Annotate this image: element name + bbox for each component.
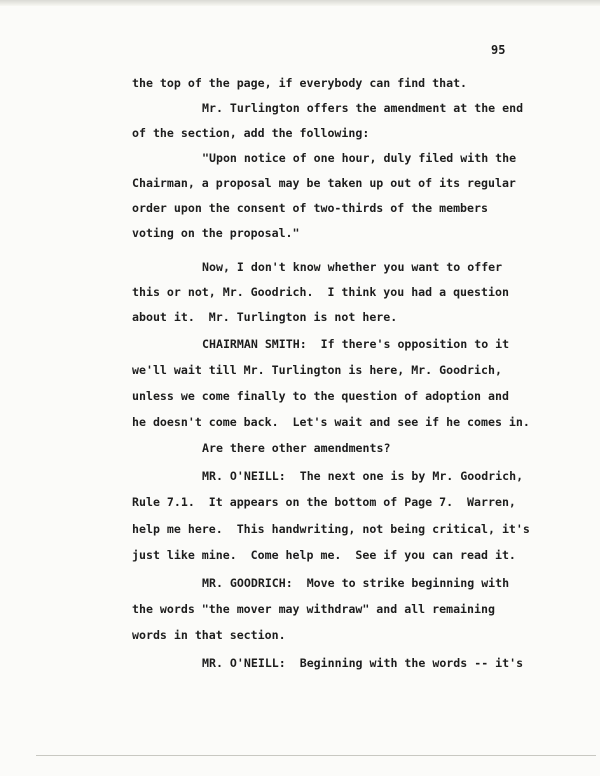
text-line: Are there other amendments? — [202, 441, 391, 455]
text-line: just like mine. Come help me. See if you can read it. — [132, 548, 516, 562]
text-line: help me here. This handwriting, not being critical, it's — [132, 522, 530, 536]
text-line: he doesn't come back. Let's wait and see if he comes in. — [132, 415, 530, 429]
text-line: MR. O'NEILL: The next one is by Mr. Goodrich, — [202, 469, 524, 483]
page-number: 95 — [491, 43, 506, 57]
text-line: this or not, Mr. Goodrich. I think you had a question — [132, 285, 509, 299]
text-line: MR. O'NEILL: Beginning with the words -- it's — [202, 656, 524, 670]
text-line: Rule 7.1. It appears on the bottom of Page 7. Warren, — [132, 495, 516, 509]
text-line: words in that section. — [132, 628, 286, 642]
page-top-edge — [0, 0, 600, 6]
text-line: the top of the page, if everybody can find that. — [132, 76, 468, 90]
text-line: unless we come finally to the question of adoption and — [132, 389, 509, 403]
text-line: "Upon notice of one hour, duly filed with the — [202, 151, 517, 165]
text-line: of the section, add the following: — [132, 126, 370, 140]
text-line: the words "the mover may withdraw" and all remaining — [132, 602, 495, 616]
text-line: voting on the proposal." — [132, 226, 300, 240]
text-line: we'll wait till Mr. Turlington is here, Mr. Goodrich, — [132, 363, 502, 377]
text-line: Now, I don't know whether you want to offer — [202, 260, 503, 274]
text-line: about it. Mr. Turlington is not here. — [132, 310, 398, 324]
text-line: Mr. Turlington offers the amendment at the end — [202, 101, 524, 115]
text-line: MR. GOODRICH: Move to strike beginning with — [202, 576, 510, 590]
text-line: CHAIRMAN SMITH: If there's opposition to it — [202, 337, 510, 351]
text-line: order upon the consent of two-thirds of the members — [132, 201, 488, 215]
text-line: Chairman, a proposal may be taken up out of its regular — [132, 176, 516, 190]
page-bottom-rule — [36, 755, 596, 756]
